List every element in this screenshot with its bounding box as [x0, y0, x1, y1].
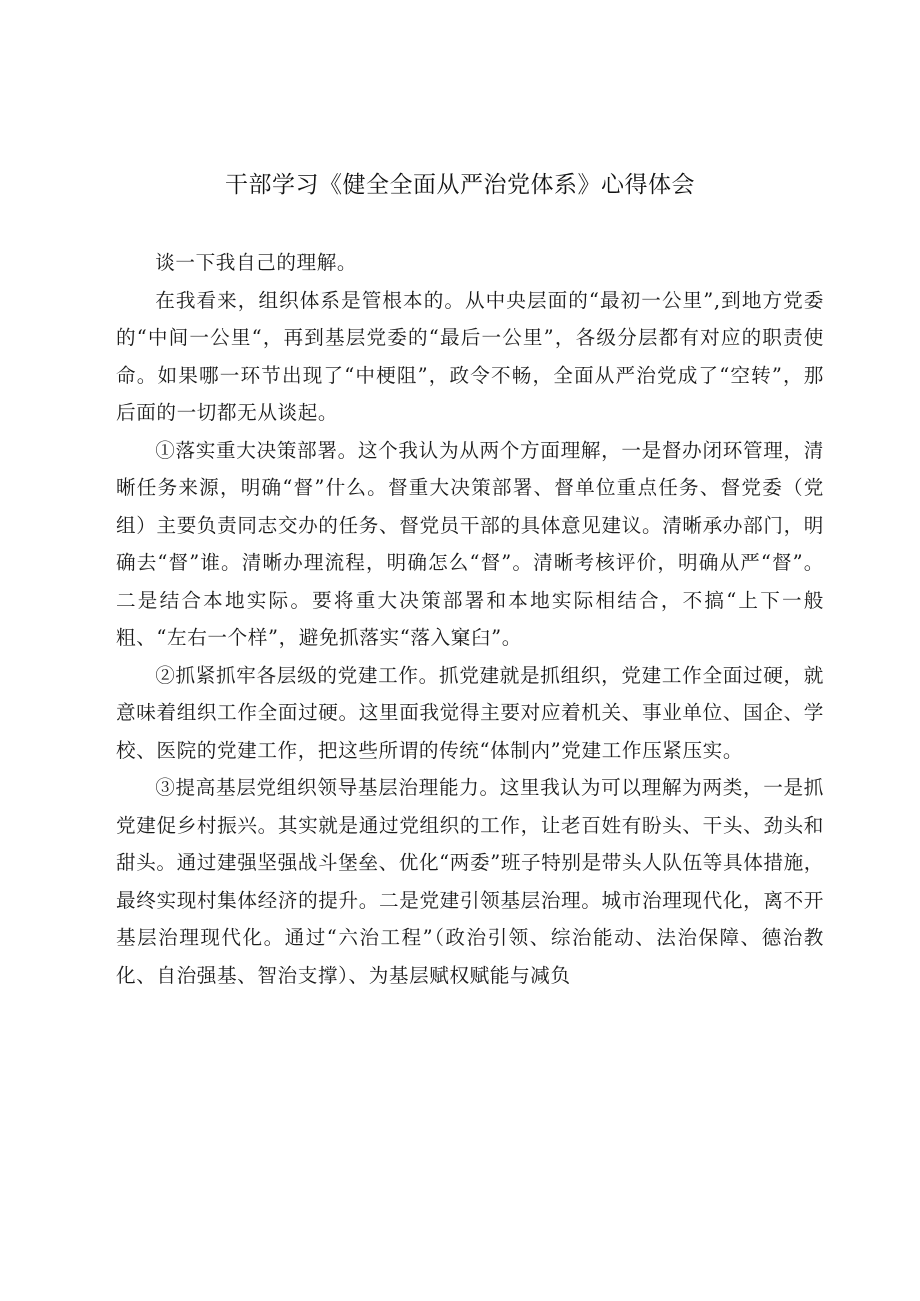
paragraph-point-3: ③提高基层党组织领导基层治理能力。这里我认为可以理解为两类，一是抓党建促乡村振兴。其实就是通过党组织的工作，让老百姓有盼头、干头、劲头和甜头。通过建强坚强战斗堡垒、优化“两委”班子特别是带头人队伍等具体措施，最终实现村集体经济的提升。二是党建引领基层治理。城市治理现代化，离不开基层治理现代化。通过“六治工程”（政治引领、综治能动、法治保障、德治教化、自治强基、智治支撑）、为基层赋权赋能与减负 — [116, 776, 824, 987]
paragraph-point-2: ②抓紧抓牢各层级的党建工作。抓党建就是抓组织，党建工作全面过硬，就意味着组织工作全面过硬。这里面我觉得主要对应着机关、事业单位、国企、学校、医院的党建工作，把这些所谓的传统“体制内”党建工作压紧压实。 — [116, 663, 824, 762]
paragraph-point-1: ①落实重大决策部署。这个我认为从两个方面理解，一是督办闭环管理，清晰任务来源，明确“督”什么。督重大决策部署、督单位重点任务、督党委（党组）主要负责同志交办的任务、督党员干部的具体意见建议。清晰承办部门，明确去“督”谁。清晰办理流程，明确怎么“督”。清晰考核评价，明确从严“督”。二是结合本地实际。要将重大决策部署和本地实际相结合，不搞“上下一般粗、“左右一个样”，避免抓落实“落入窠臼”。 — [116, 438, 824, 649]
paragraph-organization-system: 在我看来，组织体系是管根本的。从中央层面的“最初一公里”,到地方党委的“中间一公里“，再到基层党委的“最后一公里”，各级分层都有对应的职责使命。如果哪一环节出现了“中梗阻”，政令不畅，全面从严治党成了“空转”，那后面的一切都无从谈起。 — [116, 288, 824, 424]
document-title: 干部学习《健全全面从严治党体系》心得体会 — [225, 172, 695, 198]
paragraph-intro: 谈一下我自己的理解。 — [155, 251, 358, 274]
document-body — [116, 244, 824, 994]
